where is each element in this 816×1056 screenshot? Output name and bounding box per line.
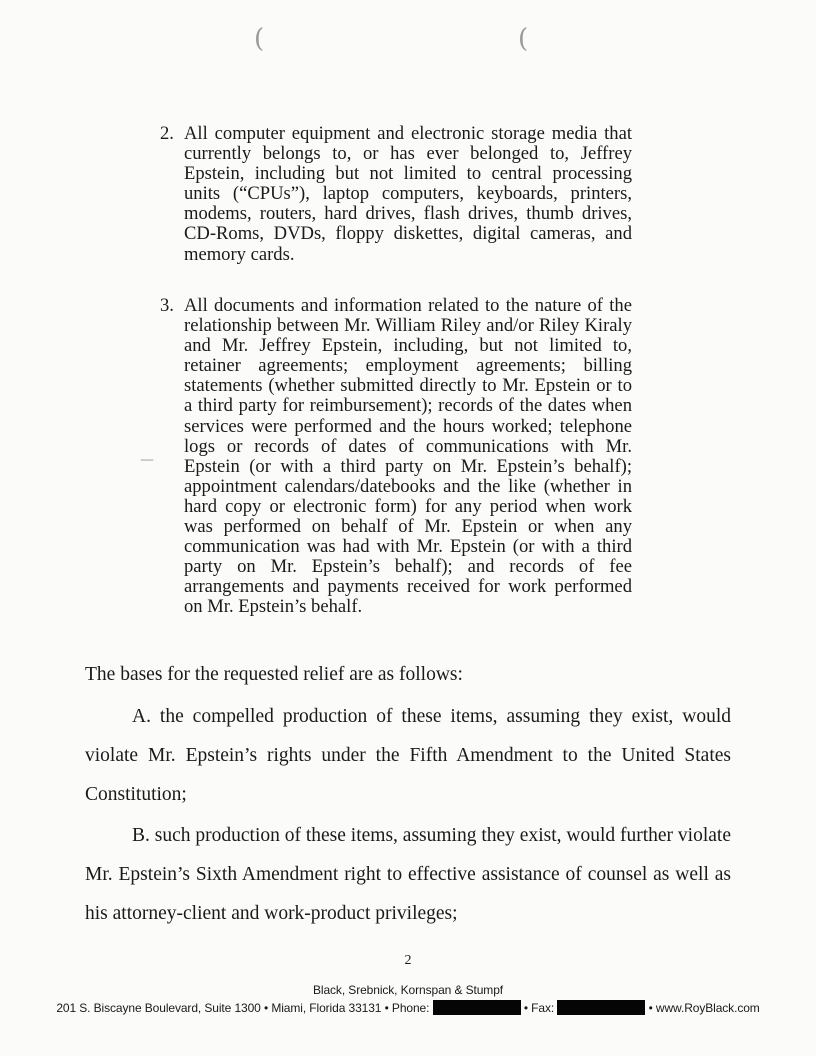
redaction-box: [557, 1000, 645, 1015]
footer-contact-line: [0, 1000, 816, 1015]
list-item-number: 3.: [160, 295, 174, 316]
scan-artifact-mark: —: [140, 452, 154, 468]
list-item: [160, 296, 632, 618]
basis-b-paragraph: B. such production of these items, assuming they exist, would further violate Mr. Epstein’s Sixth Amendment right to effective assistance of counsel as well as his attorney-client and work-product privileges;: [85, 825, 731, 924]
page-number: 2: [404, 953, 412, 968]
list-item: [160, 124, 632, 265]
footer-website: • www.RoyBlack.com: [648, 1001, 760, 1015]
scan-artifact-mark: (: [254, 24, 265, 54]
scan-artifact-mark: (: [518, 24, 529, 54]
bases-intro: The bases for the requested relief are as follows:: [85, 664, 463, 685]
list-item-text: All computer equipment and electronic storage media that currently belongs to, or has ever belonged to, Jeffrey Epstein, including but not limited to central processing units (“CPUs”), laptop computers, keyboards, printers, modems, routers, hard drives, flash drives, thumb drives, CD-Roms, DVDs, floppy diskettes, digital cameras, and memory cards.: [184, 123, 632, 265]
redaction-box: [433, 1000, 521, 1015]
footer-fax-label: • Fax:: [523, 1001, 555, 1015]
list-item-text: All documents and information related to the nature of the relationship between Mr. William Riley and/or Riley Kiraly and Mr. Jeffrey Epstein, including, but not limited to, retainer agreements; employment agreements; billing statements (whether submitted directly to Mr. Epstein or to a third party for reimbursement); records of the dates when services were performed and the hours worked; telephone logs or records of dates of communications with Mr. Epstein (or with a third party on Mr. Epstein’s behalf); appointment calendars/datebooks and the like (whether in hard copy or electronic form) for any period when work was performed on behalf of Mr. Epstein or when any communication was had with Mr. Epstein (or with a third party on Mr. Epstein’s behalf); and records of fee arrangements and payments received for work performed on Mr. Epstein’s behalf.: [184, 295, 632, 618]
basis-a-paragraph: A. the compelled production of these items, assuming they exist, would violate Mr. Epstein’s rights under the Fifth Amendment to the United States Constitution;: [85, 706, 731, 805]
footer-address: 201 S. Biscayne Boulevard, Suite 1300 • Miami, Florida 33131 • Phone:: [56, 1001, 430, 1015]
footer-firm-name: Black, Srebnick, Kornspan & Stumpf: [312, 983, 504, 997]
list-item-number: 2.: [160, 123, 174, 144]
